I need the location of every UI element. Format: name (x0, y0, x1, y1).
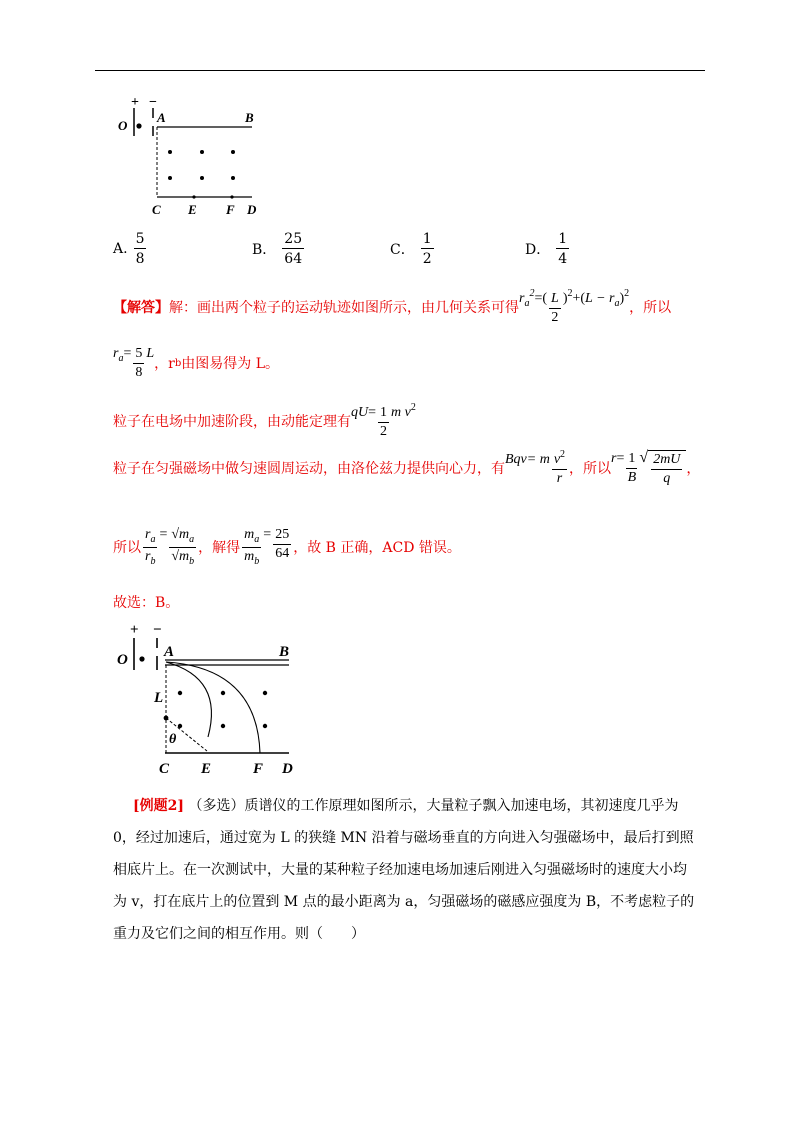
option-d-letter: D． (525, 242, 551, 258)
formula-radius: r= $\frac{1}{B}$ √ $\frac{2mU}{q}$ (611, 450, 686, 486)
fig1-plus-label: + (131, 95, 139, 110)
fig1-B-label: B (245, 110, 254, 125)
fig2-O-label: O (117, 652, 128, 668)
option-c[interactable] (390, 232, 434, 266)
fig2-L-label: L (154, 690, 164, 706)
option-a-num: 5 (135, 231, 145, 247)
solution-line-2 (113, 346, 279, 380)
solution-line-3-text: 粒子在电场中加速阶段，由动能定理有 (113, 413, 351, 430)
formula-mass-ratio: $\frac{m_a}{m_b}$ = $\frac{25}{64}$ (244, 527, 290, 567)
solution-line-5-end: ，故 B 正确，ACD 错误。 (293, 540, 461, 556)
example-2-line-3: 相底片上。在一次测试中，大量的某种粒子经加速电场加速后刚进入匀强磁场时的速度大小均 (113, 862, 687, 878)
example-2-text-1: （多选）质谱仪的工作原理如图所示，大量粒子飘入加速电场，其初速度几乎为 (188, 798, 679, 814)
solution-line-1-end: ，所以 (629, 299, 672, 316)
solution-tag: 【解答】 (113, 299, 169, 316)
fig2-D-label: D (282, 761, 293, 777)
option-b-letter: B． (252, 242, 277, 258)
fig2-C-label: C (159, 761, 170, 777)
figure-1-diagram (112, 92, 272, 220)
fig2-B-label: B (279, 644, 290, 660)
solution-line-5-text: 所以 (113, 540, 141, 556)
fig1-O-label: O (118, 118, 128, 133)
fig2-F-label: F (253, 761, 264, 777)
fig2-E-label: E (201, 761, 212, 777)
solution-line-5 (113, 527, 461, 567)
formula-radius-ratio: $\frac{r_a}{r_b}$ = $\frac{√m_a}{√m_b}$ (145, 527, 195, 567)
formula-radius-relation: $r_a^2=$( $\frac{L}{2}$ )$^2+(L - r_a)^2$ (519, 288, 630, 325)
solution-line-2-text: ，r (154, 356, 175, 372)
option-d[interactable] (525, 232, 569, 266)
solution-answer: 故选：B。 (113, 595, 180, 611)
solution-line-4-end: ， (686, 461, 701, 477)
option-b[interactable] (252, 232, 304, 266)
option-d-num: 1 (558, 231, 568, 247)
fig2-A-label: A (164, 644, 175, 660)
solution-line-4 (113, 450, 700, 486)
header-rule (95, 70, 705, 71)
option-b-den: 64 (284, 251, 303, 267)
fig2-theta-label: θ (169, 732, 177, 747)
solution-line-2-end: 由图易得为 L。 (181, 356, 280, 372)
fig1-F-label: F (226, 202, 235, 217)
figure-2-diagram (112, 618, 302, 778)
example-2-line-5: 重力及它们之间的相互作用。则（ ） (113, 926, 365, 942)
option-a-letter: A. (113, 241, 128, 257)
solution-line-3 (113, 402, 416, 439)
solution-line-2-sub: b (174, 357, 182, 369)
example-2-line-4: 为 v，打在底片上的位置到 M 点的最小距离为 a，匀强磁场的磁感应强度为 B，不考虑粒子的 (113, 894, 695, 910)
formula-lorentz: Bqv= m $\frac{v^2}{r}$ (505, 449, 566, 486)
formula-kinetic-energy: qU= $\frac{1}{2}$ m $v^2$ (351, 402, 416, 439)
option-a-den: 8 (135, 251, 145, 267)
example-2-line-1 (113, 790, 705, 822)
formula-ra: $r_a=$ $\frac{5}{8}$ L (113, 346, 155, 380)
option-a[interactable] (113, 232, 146, 266)
fig1-E-label: E (188, 202, 197, 217)
fig1-D-label: D (247, 202, 257, 217)
solution-line-5-mid: ，解得 (198, 540, 241, 556)
example-2-line-2: 0，经过加速后，通过宽为 L 的狭缝 MN 沿着与磁场垂直的方向进入匀强磁场中，最后打到照 (113, 830, 694, 846)
option-b-num: 25 (284, 231, 303, 247)
option-c-letter: C． (390, 242, 415, 258)
fig1-A-label: A (157, 110, 166, 125)
option-d-den: 4 (558, 251, 568, 267)
fig2-plus-label: + (130, 622, 139, 638)
solution-line-1 (113, 288, 671, 325)
example-2-tag: [例题2] (133, 798, 184, 814)
fig2-minus-label: − (153, 622, 162, 638)
example-2-paragraph (113, 790, 705, 950)
option-c-den: 2 (422, 251, 432, 267)
fig1-C-label: C (152, 202, 161, 217)
option-c-num: 1 (422, 231, 432, 247)
fig1-minus-label: − (149, 95, 157, 110)
solution-line-4-text: 粒子在匀强磁场中做匀速圆周运动，由洛伦兹力提供向心力，有 (113, 461, 505, 477)
solution-line-1-text: 解：画出两个粒子的运动轨迹如图所示，由几何关系可得 (169, 299, 519, 316)
solution-line-4-mid: ，所以 (569, 461, 612, 477)
